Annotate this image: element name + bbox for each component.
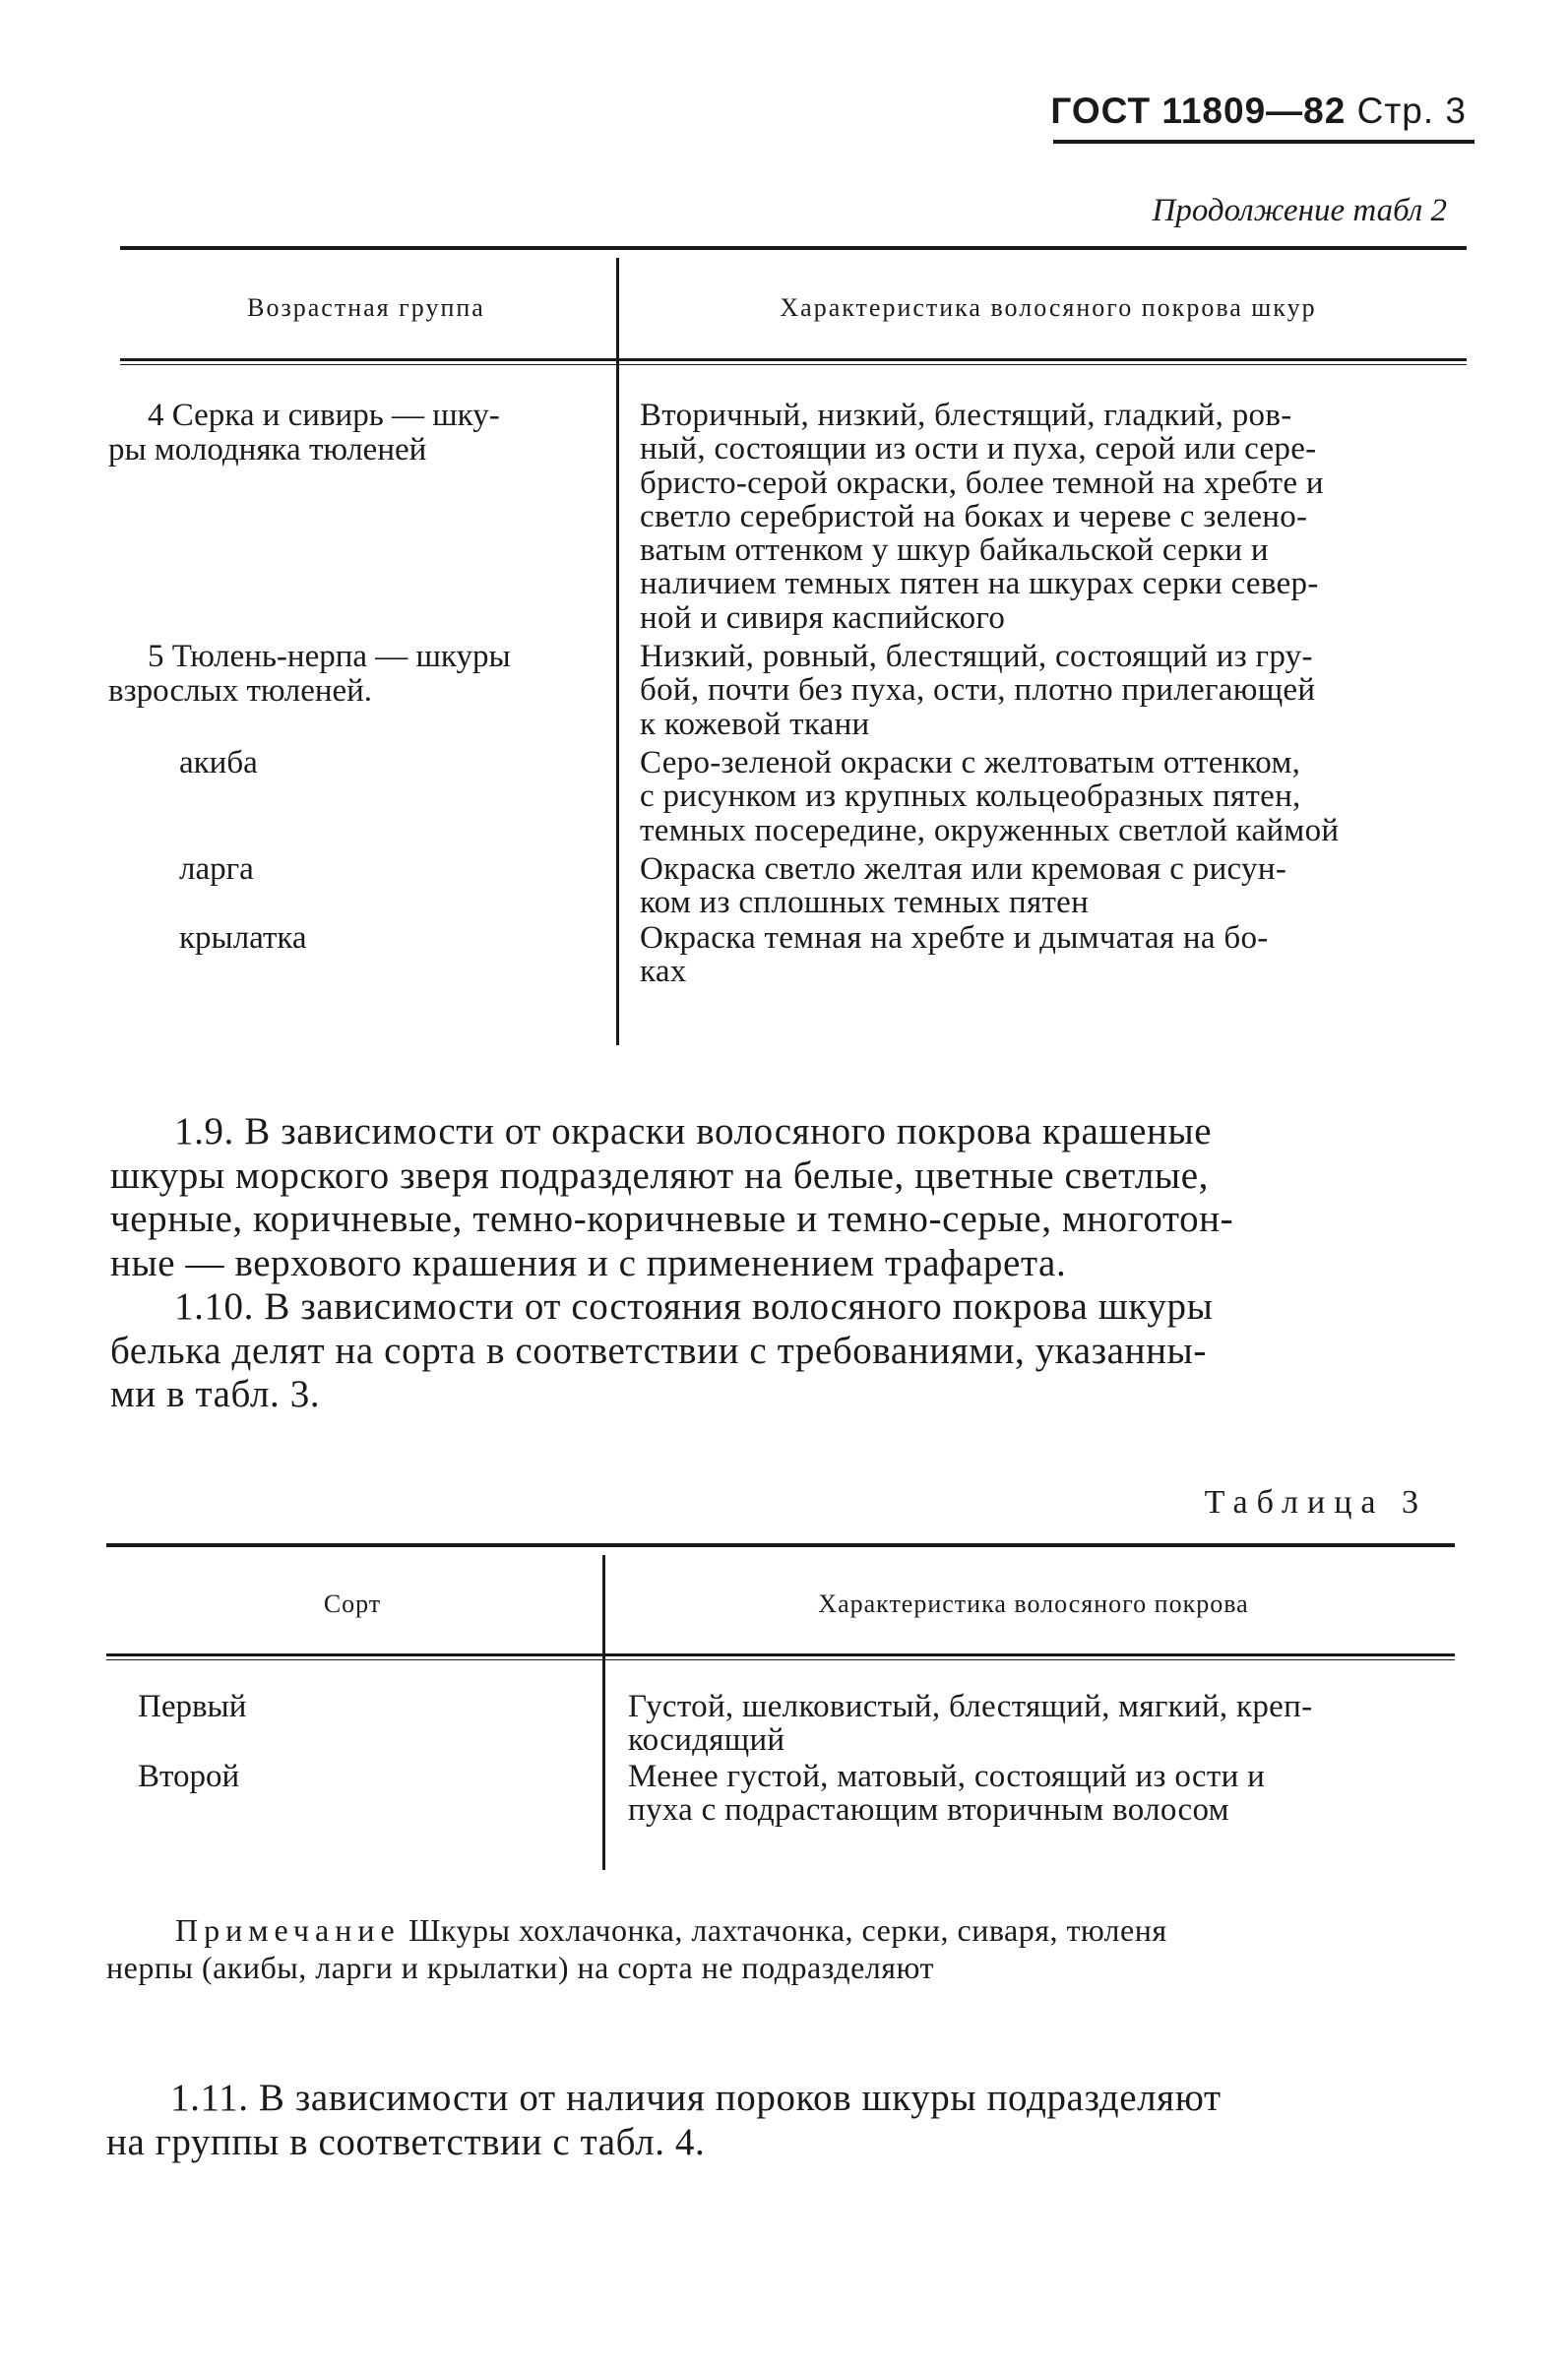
description-line: к кожевой ткани — [640, 706, 870, 742]
table3-header-description: Характеристика волосяного покрова — [818, 1589, 1249, 1618]
description-line: Серо-зеленой окраски с желтоватым оттенком, — [640, 745, 1301, 780]
row-group-line: ларга — [179, 851, 254, 887]
note-line: нерпы (акибы, ларги и крылатки) на сорта не подразделяют — [106, 1950, 934, 1985]
table2-row-description — [640, 640, 1467, 741]
table3-row — [138, 1690, 581, 1724]
table3-top-rule — [106, 1543, 1455, 1547]
table2-header-rule-thin — [120, 364, 1467, 365]
table2-header-description: Характеристика волосяного покрова шкур — [780, 293, 1317, 322]
table2-row — [179, 852, 593, 887]
row-group-line: 5 Тюлень-нерпа — шкуры — [148, 639, 511, 674]
description-line: Вторичный, низкий, блестящий, гладкий, ров- — [640, 398, 1292, 433]
paragraph-line: черные, коричневые, темно-коричневые и темно-серые, многотон- — [110, 1198, 1234, 1240]
table2-row — [108, 639, 591, 709]
table3-header-grade: Сорт — [323, 1589, 382, 1618]
description-line: Низкий, ровный, блестящий, состоящий из гру- — [640, 639, 1313, 674]
paragraph-line: 1.9. В зависимости от окраски волосяного покрова крашеные — [174, 1110, 1213, 1153]
description-line: темных посередине, окруженных светлой каймой — [640, 812, 1340, 848]
table2-header-rule — [120, 358, 1467, 361]
note-label: Примечание — [175, 1912, 401, 1948]
description-line: косидящий — [628, 1722, 785, 1759]
table3-header-rule — [106, 1653, 1455, 1656]
paragraph-line: ми в табл. 3. — [110, 1373, 321, 1415]
description-line: ках — [640, 954, 687, 990]
description-line: наличием темных пятен на шкурах серки север- — [640, 566, 1319, 602]
paragraph-1-10 — [110, 1285, 1469, 1417]
paragraph-line: 1.11. В зависимости от наличия пороков шкуры подразделяют — [170, 2077, 1222, 2119]
page-number: Стр. 3 — [1356, 91, 1467, 131]
paragraph-line: 1.10. В зависимости от состояния волосяного покрова шкуры — [174, 1285, 1214, 1328]
table3-row-description — [628, 1760, 1455, 1828]
table2-row-description — [640, 746, 1467, 847]
description-line: ной и сивиря каспийского — [640, 599, 1006, 636]
description-line: Менее густой, матовый, состоящий из ости и — [628, 1759, 1266, 1794]
table3-note-continuation — [106, 1949, 1455, 1986]
paragraph-1-11 — [106, 2077, 1465, 2164]
description-line: Густой, шелковистый, блестящий, мягкий, креп- — [628, 1689, 1313, 1724]
description-line: бой, почти без пуха, ости, плотно прилегающей — [640, 672, 1316, 709]
table2-column-divider — [616, 258, 619, 1045]
description-line: пуха с подрастающим вторичным волосом — [628, 1792, 1229, 1829]
table2-row-description — [640, 852, 1467, 920]
description-line: ный, состоящии из ости и пуха, серой или сере- — [640, 431, 1317, 467]
table2-row — [179, 921, 593, 956]
table3-header-rule-thin — [106, 1659, 1455, 1660]
description-line: Окраска светло желтая или кремовая с рисун- — [640, 851, 1287, 887]
description-line: светло серебристой на боках и череве с зелено- — [640, 498, 1308, 534]
description-line: бристо-серой окраски, более темной на хребте и — [640, 465, 1324, 501]
description-line: с рисунком из крупных кольцеобразных пятен, — [640, 779, 1301, 815]
row-grade: Первый — [138, 1689, 247, 1724]
note-text: Шкуры хохлачонка, лахтачонка, серки, сиваря, тюленя — [408, 1912, 1167, 1948]
table2-row-description — [640, 921, 1467, 989]
description-line: ватым оттенком у шкур байкальской серки и — [640, 532, 1269, 569]
row-group-line: ры молодняка тюленей — [108, 432, 427, 467]
table2-caption: Продолжение табл 2 — [1152, 193, 1447, 228]
paragraph-line: ные — верхового крашения и с применением трафарета. — [110, 1241, 1067, 1284]
page-header — [1034, 91, 1467, 132]
header-rule — [1053, 140, 1474, 144]
row-group-line: акиба — [179, 745, 258, 780]
standard-number: ГОСТ 11809—82 — [1050, 91, 1347, 131]
table3-row-description — [628, 1690, 1455, 1758]
row-group-line: 4 Серка и сивирь — шку- — [148, 398, 500, 433]
paragraph-line: белька делят на сорта в соответствии с требованиями, указанны- — [110, 1329, 1207, 1372]
paragraph-line: шкуры морского зверя подразделяют на белые, цветные светлые, — [110, 1153, 1209, 1197]
table2-row-description — [640, 399, 1467, 635]
table3-column-divider — [602, 1555, 605, 1870]
table2-row — [179, 746, 593, 780]
paragraph-1-9 — [110, 1110, 1469, 1285]
note-line — [175, 1911, 1455, 1949]
table3-note — [175, 1911, 1455, 1949]
description-line: ком из сплошных темных пятен — [640, 885, 1090, 921]
row-grade: Второй — [138, 1759, 240, 1794]
description-line: Окраска темная на хребте и дымчатая на бо- — [640, 920, 1269, 956]
table2-top-rule — [120, 246, 1467, 250]
row-group-line: взрослых тюленей. — [108, 673, 373, 709]
row-group-line: крылатка — [179, 920, 307, 956]
table3-caption: Таблица 3 — [1204, 1484, 1427, 1521]
table2-row — [108, 398, 591, 467]
paragraph-line: на группы в соответствии с табл. 4. — [106, 2120, 706, 2163]
table3-row — [138, 1760, 581, 1794]
table2-header-group: Возрастная группа — [247, 293, 485, 322]
